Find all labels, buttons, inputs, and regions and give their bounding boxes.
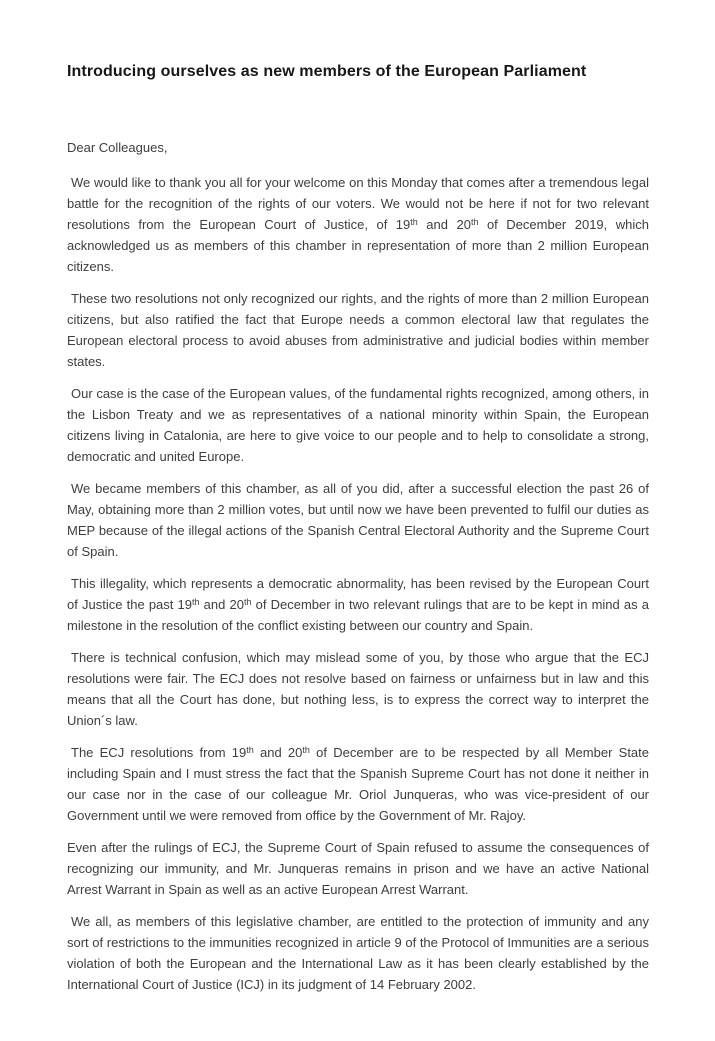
paragraph-illegality-revised: This illegality, which represents a democratic abnormality, has been revised by the European Court of Justice the past 19th and 20th of December in two relevant rulings that are to be kept in mind as a milestone in the resolution of the conflict existing between our country and Spain. [67, 576, 649, 633]
paragraph-technical-confusion: There is technical confusion, which may mislead some of you, by those who argue that the ECJ resolutions were fair. The ECJ does not resolve based on fairness or unfairness but in law and this means that all the Court has done, but nothing less, is to express the correct way to interpret the Union´s law. [67, 650, 649, 728]
paragraph-became-members: We became members of this chamber, as all of you did, after a successful election the past 26 of May, obtaining more than 2 million votes, but until now we have been prevented to fulfil our duties as MEP because of the illegal actions of the Spanish Central Electoral Authority and the Supreme Court of Spain. [67, 481, 649, 559]
paragraph-welcome-thanks: We would like to thank you all for your welcome on this Monday that comes after a tremendous legal battle for the recognition of the rights of our voters. We would not be here if not for two relevant resolutions from the European Court of Justice, of 19th and 20th of December 2019, which acknowledged us as members of this chamber in representation of more than 2 million European citizens. [67, 175, 650, 274]
paragraph-immunity-protection: We all, as members of this legislative chamber, are entitled to the protection of immunity and any sort of restrictions to the immunities recognized in article 9 of the Protocol of Immunities are a serious violation of both the European and the International Law as it has been clearly established by the International Court of Justice (ICJ) in its judgment of 14 February 2002. [67, 914, 649, 992]
salutation: Dear Colleagues, [67, 140, 168, 155]
paragraph-european-values: Our case is the case of the European values, of the fundamental rights recognized, among others, in the Lisbon Treaty and we as representatives of a national minority within Spain, the European citizens living in Catalonia, are here to give voice to our people and to help to consolidate a strong, democratic and united Europe. [67, 386, 649, 464]
paragraph-two-resolutions: These two resolutions not only recognized our rights, and the rights of more than 2 million European citizens, but also ratified the fact that Europe needs a common electoral law that regulates the European electoral process to avoid abuses from administrative and judicial bodies within member states. [67, 291, 649, 369]
paragraph-supreme-court-refusal: Even after the rulings of ECJ, the Supreme Court of Spain refused to assume the consequences of recognizing our immunity, and Mr. Junqueras remains in prison and we have an active National Arrest Warrant in Spain as well as an active European Arrest Warrant. [67, 840, 649, 897]
document-title: Introducing ourselves as new members of the European Parliament [67, 63, 587, 80]
paragraph-ecj-resolutions-respect: The ECJ resolutions from 19th and 20th of December are to be respected by all Member State including Spain and I must stress the fact that the Spanish Supreme Court has not done it neither in our case nor in the case of our colleague Mr. Oriol Junqueras, who was vice-president of our Government until we were removed from office by the Government of Mr. Rajoy. [67, 745, 649, 823]
